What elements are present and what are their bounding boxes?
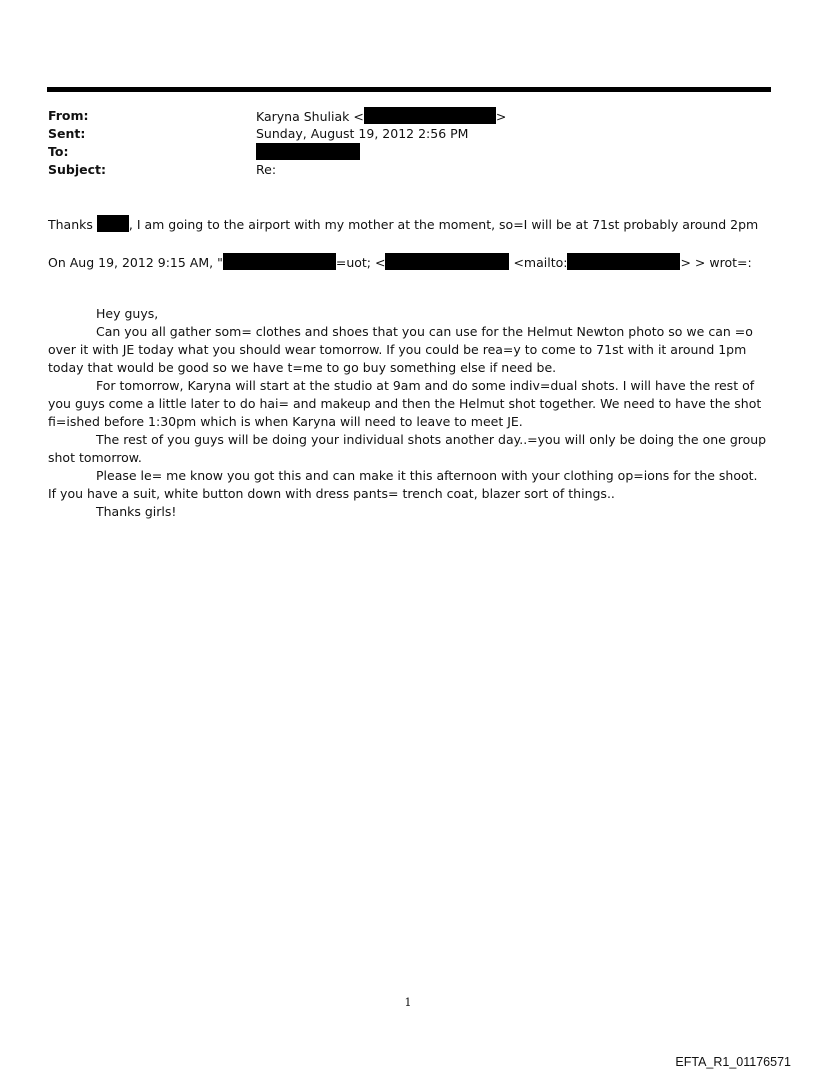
body-paragraph: For tomorrow, Karyna will start at the studio at 9am and do some indiv=dual shots. I will have the rest of you guys come a little later to do hai= and makeup and then the Helmut shot together. We need to have the shot fi=ished before 1:30pm which is when Karyna will need to leave to meet JE. — [48, 378, 762, 429]
quote-mid1: =uot; < — [335, 255, 386, 270]
redaction-block — [97, 215, 129, 232]
body-greeting: Hey guys, — [96, 306, 159, 321]
from-value — [256, 107, 506, 126]
quote-prefix: On Aug 19, 2012 9:15 AM, " — [48, 255, 223, 270]
body-paragraph: The rest of you guys will be doing your individual shots another day..=you will only be doing the one group shot tomorrow. — [48, 432, 767, 465]
sent-label: Sent: — [48, 126, 86, 141]
quote-header — [48, 253, 752, 272]
from-close: > — [495, 109, 507, 124]
from-name: Karyna Shuliak < — [256, 109, 364, 124]
subject-value: Re: — [256, 162, 277, 177]
reply-text: , I am going to the airport with my mother at the moment, so=I will be at 71st probably around 2pm — [128, 217, 759, 232]
to-label: To: — [48, 144, 69, 159]
quote-mid2: <mailto: — [513, 255, 568, 270]
reply-line — [48, 215, 758, 234]
redaction-block — [385, 253, 509, 270]
header-rule — [47, 87, 771, 92]
sent-value: Sunday, August 19, 2012 2:56 PM — [256, 126, 469, 141]
from-label: From: — [48, 108, 89, 123]
body-paragraph: Please le= me know you got this and can make it this afternoon with your clothing op=ions for the shoot. If you have a suit, white button down with dress pants= trench coat, blazer sort of things.. — [48, 468, 758, 501]
body-paragraph: Can you all gather som= clothes and shoes that you can use for the Helmut Newton photo so we can =o over it with JE today what you should wear tomorrow. If you could be rea=y to come to 71st with it around 1pm today that would be good so we have t=me to go buy something else if need be. — [48, 324, 753, 375]
email-body — [48, 305, 768, 521]
document-id: EFTA_R1_01176571 — [675, 1055, 791, 1069]
redaction-block — [364, 107, 496, 124]
redaction-block — [567, 253, 680, 270]
body-closing: Thanks girls! — [96, 504, 177, 519]
redaction-block — [256, 143, 360, 160]
to-value — [256, 143, 360, 162]
page-number: 1 — [404, 996, 412, 1009]
quote-suffix: > > wrot=: — [680, 255, 752, 270]
redaction-block — [223, 253, 336, 270]
subject-label: Subject: — [48, 162, 106, 177]
reply-thanks: Thanks — [48, 217, 93, 232]
